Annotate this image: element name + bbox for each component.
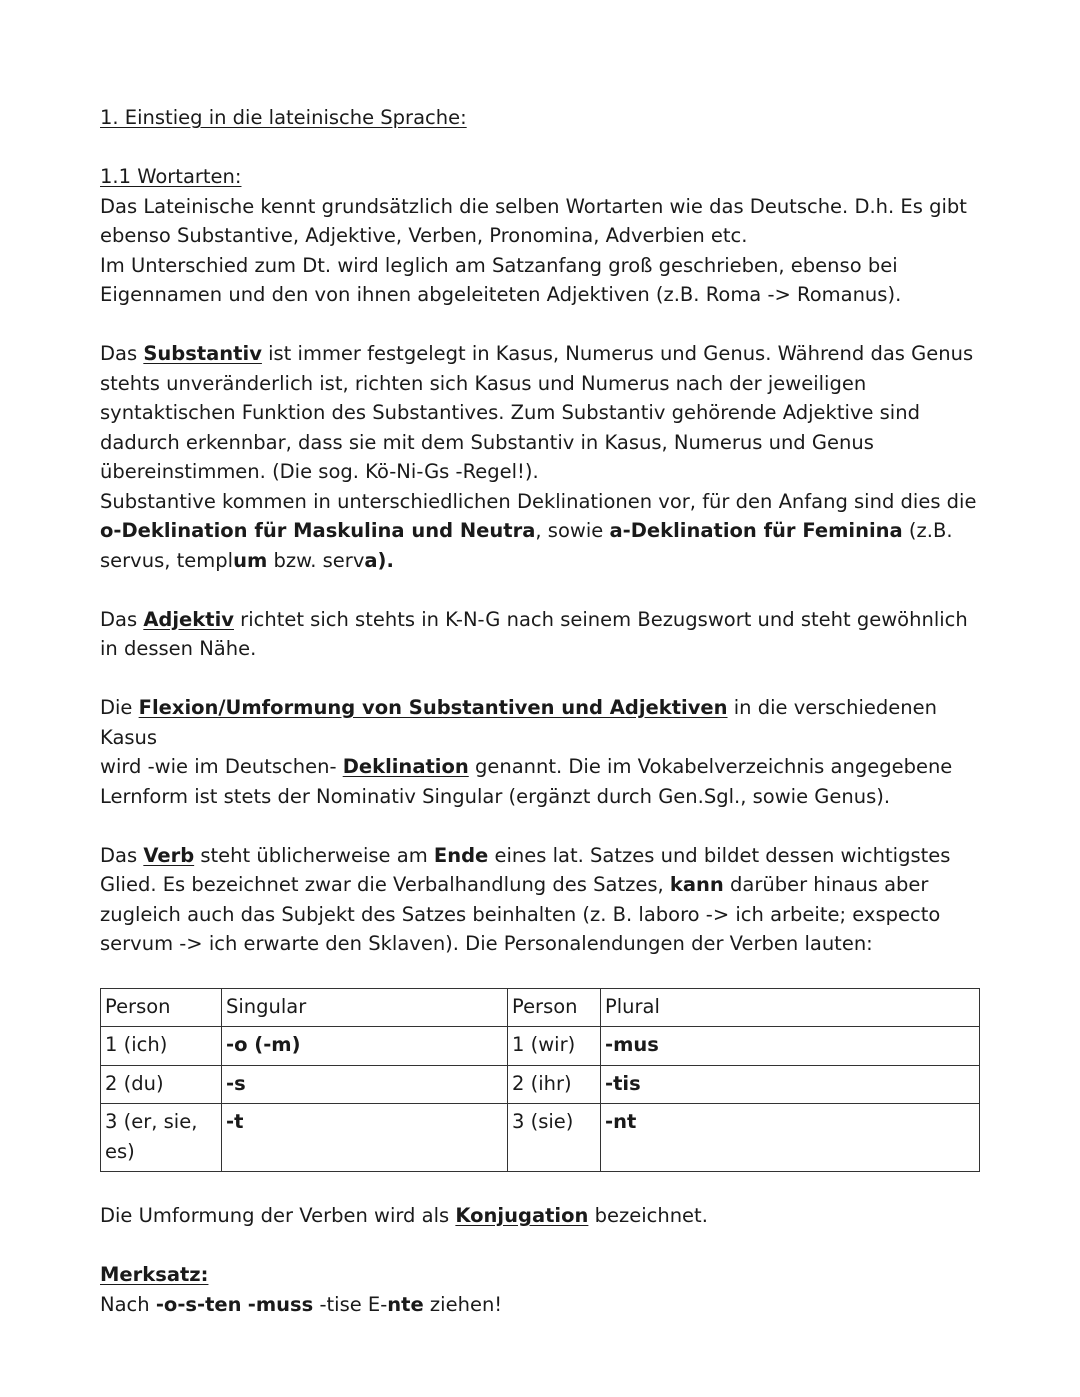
text-run: bezeichnet. [588,1204,708,1227]
text-line [100,546,1000,576]
table-cell: -o (-m) [222,1027,508,1066]
term-flexion: Flexion/Umformung von Substantiven und Adjektiven [138,696,728,719]
table-header-cell: Person [101,988,222,1027]
paragraph-wortarten [100,192,1000,310]
text-line: Das Lateinische kennt grundsätzlich die selben Wortarten wie das Deutsche. D.h. Es gibt [100,194,967,218]
table-header-row [101,988,980,1027]
text-run: genannt. Die im Vokabelverzeichnis angegebene [468,755,953,778]
text-run: ziehen! [423,1292,503,1316]
text-run: Das [100,342,144,365]
term-substantiv: Substantiv [143,342,262,365]
term-a-deklination: a-Deklination für Feminina [609,519,903,542]
text-run: , sowie [535,519,610,542]
table-cell: -tis [601,1065,980,1104]
text-run: nte [387,1292,424,1316]
text-run: Nach [100,1292,156,1316]
table-header-cell: Person [508,988,601,1027]
table-cell: 3 (er, sie, es) [101,1104,222,1172]
text-line: stehts unveränderlich ist, richten sich Kasus und Numerus nach der jeweiligen [100,371,867,395]
text-run: in die verschiedenen Kasus [100,696,937,749]
paragraph-verb [100,841,1000,959]
text-run: Das [100,607,144,631]
text-run: darüber hinaus aber [723,873,929,896]
text-run: richtet sich stehts in K-N-G nach seinem Bezugswort und steht gewöhnlich [233,607,968,631]
text-line: servum -> ich erwarte den Sklaven). Die Personalendungen der Verben lauten: [100,932,873,955]
text-line: Substantive kommen in unterschiedlichen Deklinationen vor, für den Anfang sind dies die [100,489,977,513]
text-run: ist immer festgelegt in Kasus, Numerus und Genus. Während das Genus [261,342,974,365]
merksatz-text [100,1290,1000,1320]
personal-endings-table [100,988,980,1173]
text-run: wird -wie im Deutschen- [100,755,343,778]
paragraph-substantiv [100,339,1000,575]
text-line: Lernform ist stets der Nominativ Singular (ergänzt durch Gen.Sgl., sowie Genus). [100,784,891,808]
section-heading: 1.1 Wortarten: [100,165,242,188]
text-run: bzw. serv [267,548,365,572]
paragraph-konjugation [100,1201,1000,1231]
ending-um: um [233,548,268,572]
text-run: (z.B. [902,519,953,542]
text-line: Im Unterschied zum Dt. wird leglich am Satzanfang groß geschrieben, ebenso bei [100,253,898,277]
merksatz-block [100,1260,1000,1319]
text-run: -muss [247,1292,314,1316]
text-run: Die Umformung der Verben wird als [100,1204,456,1227]
text-run: steht üblicherweise am [194,843,434,867]
table-header-cell: Plural [601,988,980,1027]
table-cell: 3 (sie) [508,1104,601,1172]
text-run: eines lat. Satzes und bildet dessen wichtigstes [488,843,951,867]
table-cell: -mus [601,1027,980,1066]
text-line: in dessen Nähe. [100,637,257,660]
text-run: Glied. Es bezeichnet zwar die Verbalhandlung des Satzes, [100,873,670,896]
term-adjektiv: Adjektiv [143,607,234,631]
text-line [100,841,1000,871]
table-cell: 2 (ihr) [508,1065,601,1104]
table-row [101,1027,980,1066]
term-verb: Verb [143,843,195,867]
document-title: 1. Einstieg in die lateinische Sprache: [100,106,467,129]
merksatz-label: Merksatz: [100,1263,209,1286]
text-run: Das [100,843,144,867]
text-line: Eigennamen und den von ihnen abgeleiteten Adjektiven (z.B. Roma -> Romanus). [100,283,902,306]
table-cell: 1 (ich) [101,1027,222,1066]
text-line [100,339,1000,369]
text-line [100,870,1000,900]
text-line [100,516,1000,546]
term-o-deklination: o-Deklination für Maskulina und Neutra [100,519,536,542]
term-kann: kann [669,873,724,896]
text-line: zugleich auch das Subjekt des Satzes beinhalten (z. B. laboro -> ich arbeite; exspecto [100,902,941,926]
term-konjugation: Konjugation [455,1204,589,1227]
text-run: ). [377,548,394,572]
table-cell: 2 (du) [101,1065,222,1104]
table-row [101,1104,980,1172]
table-row [101,1065,980,1104]
text-line [100,693,1000,752]
table-cell: -nt [601,1104,980,1172]
text-line: ebenso Substantive, Adjektive, Verben, Pronomina, Adverbien etc. [100,224,748,247]
table-cell: 1 (wir) [508,1027,601,1066]
table-cell: -s [222,1065,508,1104]
text-run: e E- [349,1292,388,1316]
text-line: syntaktischen Funktion des Substantives. Zum Substantiv gehörende Adjektive sind [100,401,920,424]
term-ende: Ende [433,843,489,867]
text-line [100,605,1000,635]
text-run: servus, templ [100,548,234,572]
text-line: dadurch erkennbar, dass sie mit dem Substantiv in Kasus, Numerus und Genus [100,430,874,454]
text-run: Die [100,696,139,719]
paragraph-adjektiv [100,605,1000,664]
table-header-cell: Singular [222,988,508,1027]
text-run: -o-s-ten [155,1292,242,1316]
ending-a: a [364,548,378,572]
text-line [100,752,1000,782]
term-deklination: Deklination [342,755,469,778]
text-run: -tis [313,1292,350,1316]
text-line: übereinstimmen. (Die sog. Kö-Ni-Gs -Regel!). [100,460,539,483]
table-cell: -t [222,1104,508,1172]
paragraph-deklination [100,693,1000,811]
